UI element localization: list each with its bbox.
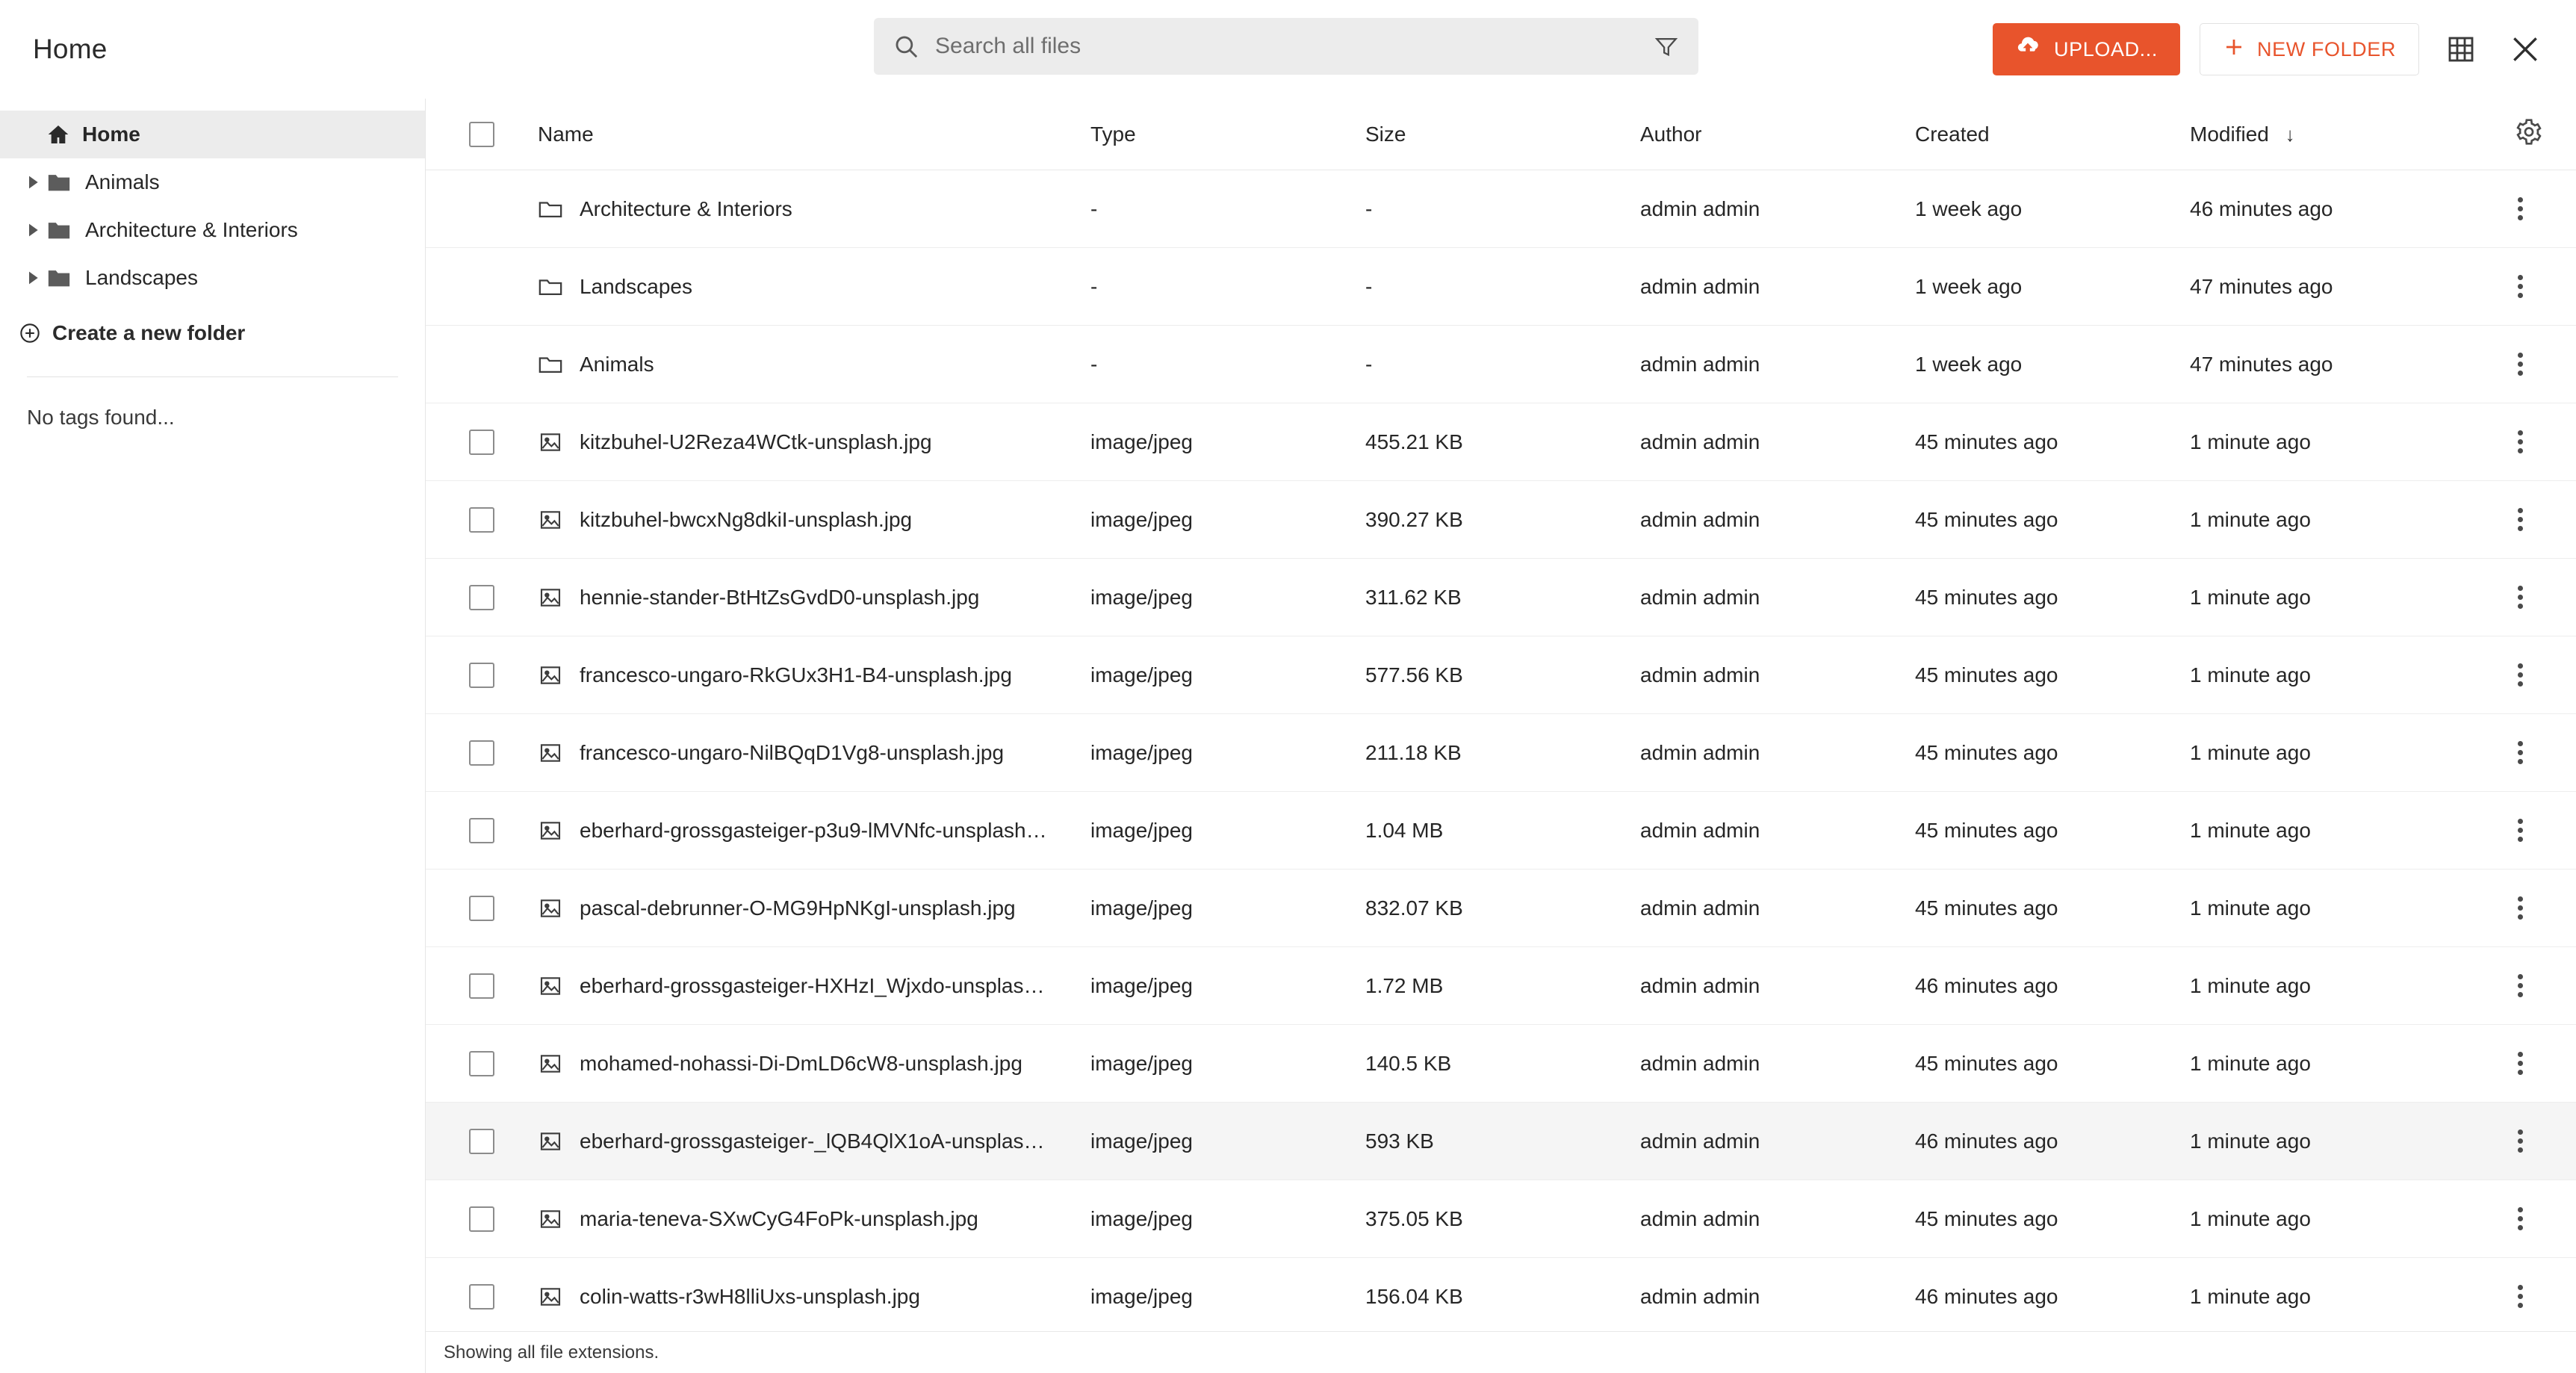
row-created-cell: 1 week ago <box>1915 274 2023 298</box>
top-bar <box>0 0 2576 99</box>
column-header-name[interactable]: Name <box>538 122 594 146</box>
row-type-cell: image/jpeg <box>1090 1051 1193 1075</box>
table-row[interactable] <box>426 403 2576 481</box>
row-author-cell: admin admin <box>1640 430 1760 453</box>
row-size-cell: 156.04 KB <box>1365 1284 1463 1308</box>
row-modified-cell: 1 minute ago <box>2190 1284 2311 1308</box>
table-row[interactable] <box>426 1103 2576 1180</box>
row-checkbox[interactable] <box>469 1051 494 1076</box>
row-type-cell: - <box>1090 352 1098 376</box>
row-overflow-menu-icon[interactable] <box>2503 735 2539 771</box>
row-author-cell: admin admin <box>1640 973 1760 997</box>
table-row[interactable] <box>426 1258 2576 1331</box>
row-modified-cell: 47 minutes ago <box>2190 274 2333 298</box>
row-created-cell: 45 minutes ago <box>1915 1051 2058 1075</box>
row-size-cell: 1.72 MB <box>1365 973 1444 997</box>
row-created-cell: 45 minutes ago <box>1915 585 2058 609</box>
row-author-cell: admin admin <box>1640 818 1760 842</box>
row-author-cell: admin admin <box>1640 663 1760 686</box>
row-modified-cell: 1 minute ago <box>2190 740 2311 764</box>
row-select-cell[interactable] <box>426 663 538 688</box>
row-checkbox[interactable] <box>469 896 494 921</box>
table-row[interactable] <box>426 636 2576 714</box>
column-header-size[interactable]: Size <box>1365 122 1406 146</box>
row-author-cell: admin admin <box>1640 507 1760 531</box>
folder-icon <box>46 219 72 241</box>
row-menu-cell[interactable] <box>2465 1046 2576 1082</box>
row-menu-cell[interactable] <box>2465 502 2576 538</box>
sidebar <box>0 99 426 1373</box>
row-select-cell[interactable] <box>426 430 538 455</box>
column-header-created[interactable]: Created <box>1915 122 1990 146</box>
image-icon <box>538 1285 580 1309</box>
row-checkbox[interactable] <box>469 1129 494 1154</box>
image-icon <box>538 663 580 687</box>
row-menu-cell[interactable] <box>2465 269 2576 305</box>
plus-icon <box>2223 36 2245 63</box>
image-icon <box>538 586 580 610</box>
row-created-cell: 46 minutes ago <box>1915 1129 2058 1153</box>
row-author-cell: admin admin <box>1640 1284 1760 1308</box>
row-author-cell: admin admin <box>1640 1051 1760 1075</box>
row-modified-cell: 1 minute ago <box>2190 1051 2311 1075</box>
top-bar-actions <box>1993 0 2548 99</box>
row-name-label: francesco-ungaro-NilBQqD1Vg8-unsplash.jpg <box>580 740 1005 764</box>
row-size-cell: 211.18 KB <box>1365 740 1462 764</box>
row-select-cell[interactable] <box>426 1206 538 1232</box>
table-row[interactable] <box>426 326 2576 403</box>
row-size-cell: 311.62 KB <box>1365 585 1462 609</box>
upload-button[interactable] <box>1993 23 2180 75</box>
row-menu-cell[interactable] <box>2465 1201 2576 1237</box>
row-author-cell: admin admin <box>1640 274 1760 298</box>
table-body <box>426 170 2576 1331</box>
folder-icon <box>538 198 580 220</box>
row-name-label: eberhard-grossgasteiger-p3u9-lMVNfc-unsplash… <box>580 818 1047 842</box>
row-size-cell: 390.27 KB <box>1365 507 1463 531</box>
row-checkbox[interactable] <box>469 1206 494 1232</box>
row-select-cell[interactable] <box>426 585 538 610</box>
column-header-modified-label: Modified <box>2190 122 2269 146</box>
grid-view-icon[interactable] <box>2439 27 2483 72</box>
row-type-cell: image/jpeg <box>1090 430 1193 453</box>
row-type-cell: image/jpeg <box>1090 896 1193 920</box>
row-name-label: eberhard-grossgasteiger-HXHzI_Wjxdo-unsplas… <box>580 973 1045 997</box>
upload-button-label: UPLOAD... <box>2054 37 2158 61</box>
row-menu-cell[interactable] <box>2465 347 2576 382</box>
row-size-cell: 1.04 MB <box>1365 818 1444 842</box>
row-checkbox[interactable] <box>469 1284 494 1310</box>
chevron-right-icon[interactable] <box>19 175 46 190</box>
row-type-cell: image/jpeg <box>1090 740 1193 764</box>
home-icon <box>46 123 70 146</box>
folder-icon <box>538 276 580 298</box>
row-modified-cell: 1 minute ago <box>2190 585 2311 609</box>
row-modified-cell: 47 minutes ago <box>2190 352 2333 376</box>
table-header-row <box>426 99 2576 170</box>
row-created-cell: 45 minutes ago <box>1915 507 2058 531</box>
row-overflow-menu-icon[interactable] <box>2503 813 2539 849</box>
select-all-cell[interactable] <box>426 122 538 147</box>
row-name-cell[interactable] <box>538 197 1090 221</box>
row-size-cell: 375.05 KB <box>1365 1206 1463 1230</box>
row-type-cell: image/jpeg <box>1090 663 1193 686</box>
row-name-label: kitzbuhel-U2Reza4WCtk-unsplash.jpg <box>580 430 932 453</box>
row-overflow-menu-icon[interactable] <box>2503 1123 2539 1159</box>
filter-icon[interactable] <box>1654 34 1679 59</box>
row-select-cell[interactable] <box>426 507 538 533</box>
row-name-label: Landscapes <box>580 274 693 298</box>
row-name-cell[interactable] <box>538 430 1090 454</box>
row-checkbox[interactable] <box>469 740 494 766</box>
row-select-cell[interactable] <box>426 1129 538 1154</box>
row-size-cell: 577.56 KB <box>1365 663 1463 686</box>
table-row[interactable] <box>426 170 2576 248</box>
sidebar-item-label: Architecture & Interiors <box>85 218 298 241</box>
row-overflow-menu-icon[interactable] <box>2503 968 2539 1004</box>
row-name-cell[interactable] <box>538 974 1090 998</box>
row-type-cell: image/jpeg <box>1090 507 1193 531</box>
row-menu-cell[interactable] <box>2465 424 2576 460</box>
row-modified-cell: 46 minutes ago <box>2190 196 2333 220</box>
row-overflow-menu-icon[interactable] <box>2503 657 2539 693</box>
row-checkbox[interactable] <box>469 507 494 533</box>
row-checkbox[interactable] <box>469 973 494 999</box>
row-modified-cell: 1 minute ago <box>2190 973 2311 997</box>
row-menu-cell[interactable] <box>2465 1123 2576 1159</box>
row-modified-cell: 1 minute ago <box>2190 430 2311 453</box>
row-size-cell: - <box>1365 274 1373 298</box>
create-folder-label: Create a new folder <box>52 321 246 344</box>
sidebar-item-landscapes[interactable] <box>0 254 425 302</box>
row-name-cell[interactable] <box>538 1129 1090 1153</box>
plus-circle-icon <box>19 323 40 344</box>
row-size-cell: 140.5 KB <box>1365 1051 1452 1075</box>
row-size-cell: 455.21 KB <box>1365 430 1463 453</box>
row-name-cell[interactable] <box>538 353 1090 376</box>
row-modified-cell: 1 minute ago <box>2190 818 2311 842</box>
sidebar-item-architecture-interiors[interactable] <box>0 206 425 254</box>
row-type-cell: image/jpeg <box>1090 973 1193 997</box>
row-checkbox[interactable] <box>469 818 494 843</box>
row-name-cell[interactable] <box>538 1285 1090 1309</box>
row-menu-cell[interactable] <box>2465 968 2576 1004</box>
row-modified-cell: 1 minute ago <box>2190 1129 2311 1153</box>
row-name-cell[interactable] <box>538 1207 1090 1231</box>
image-icon <box>538 819 580 843</box>
row-select-cell[interactable] <box>426 1284 538 1310</box>
row-size-cell: - <box>1365 196 1373 220</box>
table-row[interactable] <box>426 1025 2576 1103</box>
sidebar-item-label: Animals <box>85 170 160 193</box>
row-checkbox[interactable] <box>469 663 494 688</box>
row-name-cell[interactable] <box>538 741 1090 765</box>
row-author-cell: admin admin <box>1640 196 1760 220</box>
row-name-label: francesco-ungaro-RkGUx3H1-B4-unsplash.jpg <box>580 663 1012 686</box>
settings-gear-icon[interactable] <box>2515 117 2543 151</box>
sort-descending-icon: ↓ <box>2285 123 2295 146</box>
table-row[interactable] <box>426 248 2576 326</box>
row-name-label: mohamed-nohassi-Di-DmLD6cW8-unsplash.jpg <box>580 1051 1022 1075</box>
row-created-cell: 45 minutes ago <box>1915 740 2058 764</box>
row-author-cell: admin admin <box>1640 1206 1760 1230</box>
row-select-cell[interactable] <box>426 818 538 843</box>
column-header-type[interactable]: Type <box>1090 122 1136 146</box>
row-select-cell[interactable] <box>426 973 538 999</box>
row-name-label: colin-watts-r3wH8lliUxs-unsplash.jpg <box>580 1284 920 1308</box>
row-modified-cell: 1 minute ago <box>2190 507 2311 531</box>
upload-cloud-icon <box>2015 34 2040 65</box>
row-menu-cell[interactable] <box>2465 735 2576 771</box>
row-name-label: kitzbuhel-bwcxNg8dkiI-unsplash.jpg <box>580 507 913 531</box>
page-title: Home <box>33 34 108 64</box>
row-name-label: eberhard-grossgasteiger-_lQB4QlX1oA-unsplas… <box>580 1129 1045 1153</box>
table-row[interactable] <box>426 714 2576 792</box>
row-type-cell: - <box>1090 274 1098 298</box>
row-author-cell: admin admin <box>1640 585 1760 609</box>
sidebar-item-animals[interactable] <box>0 158 425 206</box>
row-menu-cell[interactable] <box>2465 191 2576 227</box>
row-name-label: maria-teneva-SXwCyG4FoPk-unsplash.jpg <box>580 1206 978 1230</box>
row-name-cell[interactable] <box>538 586 1090 610</box>
row-type-cell: image/jpeg <box>1090 818 1193 842</box>
row-type-cell: image/jpeg <box>1090 585 1193 609</box>
row-name-label: hennie-stander-BtHtZsGvdD0-unsplash.jpg <box>580 585 980 609</box>
table-row[interactable] <box>426 481 2576 559</box>
row-type-cell: image/jpeg <box>1090 1206 1193 1230</box>
row-checkbox[interactable] <box>469 585 494 610</box>
image-icon <box>538 508 580 532</box>
row-name-cell[interactable] <box>538 1052 1090 1076</box>
row-overflow-menu-icon[interactable] <box>2503 502 2539 538</box>
table-row[interactable] <box>426 1180 2576 1258</box>
sidebar-item-home[interactable] <box>0 111 425 158</box>
chevron-right-icon[interactable] <box>19 270 46 285</box>
column-header-author[interactable]: Author <box>1640 122 1702 146</box>
row-name-cell[interactable] <box>538 819 1090 843</box>
row-name-cell[interactable] <box>538 896 1090 920</box>
row-menu-cell[interactable] <box>2465 1279 2576 1315</box>
row-select-cell[interactable] <box>426 1051 538 1076</box>
row-menu-cell[interactable] <box>2465 813 2576 849</box>
row-created-cell: 46 minutes ago <box>1915 1284 2058 1308</box>
row-name-cell[interactable] <box>538 275 1090 299</box>
folder-icon <box>46 171 72 193</box>
close-icon[interactable] <box>2503 27 2548 72</box>
table-row[interactable] <box>426 870 2576 947</box>
row-author-cell: admin admin <box>1640 896 1760 920</box>
row-menu-cell[interactable] <box>2465 657 2576 693</box>
image-icon <box>538 896 580 920</box>
body <box>0 99 2576 1373</box>
column-header-modified[interactable] <box>2190 123 2465 146</box>
row-overflow-menu-icon[interactable] <box>2503 424 2539 460</box>
row-modified-cell: 1 minute ago <box>2190 1206 2311 1230</box>
row-author-cell: admin admin <box>1640 352 1760 376</box>
image-icon <box>538 1129 580 1153</box>
search-icon <box>893 34 919 59</box>
row-size-cell: 593 KB <box>1365 1129 1434 1153</box>
row-type-cell: image/jpeg <box>1090 1129 1193 1153</box>
folder-icon <box>46 267 72 289</box>
row-created-cell: 45 minutes ago <box>1915 663 2058 686</box>
image-icon <box>538 1207 580 1231</box>
row-created-cell: 46 minutes ago <box>1915 973 2058 997</box>
row-author-cell: admin admin <box>1640 1129 1760 1153</box>
row-overflow-menu-icon[interactable] <box>2503 1046 2539 1082</box>
row-overflow-menu-icon[interactable] <box>2503 580 2539 616</box>
row-name-cell[interactable] <box>538 663 1090 687</box>
row-name-cell[interactable] <box>538 508 1090 532</box>
row-overflow-menu-icon[interactable] <box>2503 269 2539 305</box>
image-icon <box>538 430 580 454</box>
new-folder-button-label: NEW FOLDER <box>2256 37 2396 61</box>
row-checkbox[interactable] <box>469 430 494 455</box>
row-modified-cell: 1 minute ago <box>2190 663 2311 686</box>
row-name-label: Architecture & Interiors <box>580 196 792 220</box>
table-row[interactable] <box>426 947 2576 1025</box>
file-table <box>426 99 2576 1373</box>
image-icon <box>538 741 580 765</box>
image-icon <box>538 1052 580 1076</box>
row-overflow-menu-icon[interactable] <box>2503 191 2539 227</box>
row-name-label: Animals <box>580 352 654 376</box>
row-overflow-menu-icon[interactable] <box>2503 1279 2539 1315</box>
select-all-checkbox[interactable] <box>469 122 494 147</box>
table-row[interactable] <box>426 792 2576 870</box>
row-size-cell: 832.07 KB <box>1365 896 1463 920</box>
row-created-cell: 1 week ago <box>1915 352 2023 376</box>
row-author-cell: admin admin <box>1640 740 1760 764</box>
search-bar[interactable] <box>874 18 1698 75</box>
row-created-cell: 45 minutes ago <box>1915 430 2058 453</box>
row-size-cell: - <box>1365 352 1373 376</box>
image-icon <box>538 974 580 998</box>
row-created-cell: 1 week ago <box>1915 196 2023 220</box>
row-overflow-menu-icon[interactable] <box>2503 1201 2539 1237</box>
row-name-label: pascal-debrunner-O-MG9HpNKgI-unsplash.jpg <box>580 896 1016 920</box>
sidebar-item-label: Home <box>82 123 140 146</box>
row-overflow-menu-icon[interactable] <box>2503 890 2539 926</box>
row-select-cell[interactable] <box>426 740 538 766</box>
row-created-cell: 45 minutes ago <box>1915 818 2058 842</box>
row-overflow-menu-icon[interactable] <box>2503 347 2539 382</box>
row-created-cell: 45 minutes ago <box>1915 1206 2058 1230</box>
row-type-cell: image/jpeg <box>1090 1284 1193 1308</box>
chevron-right-icon[interactable] <box>19 223 46 238</box>
row-menu-cell[interactable] <box>2465 580 2576 616</box>
row-created-cell: 45 minutes ago <box>1915 896 2058 920</box>
new-folder-button[interactable] <box>2200 23 2419 75</box>
search-input[interactable] <box>935 34 1640 59</box>
row-type-cell: - <box>1090 196 1098 220</box>
table-row[interactable] <box>426 559 2576 636</box>
row-select-cell[interactable] <box>426 896 538 921</box>
row-modified-cell: 1 minute ago <box>2190 896 2311 920</box>
status-bar: Showing all file extensions. <box>426 1331 2576 1373</box>
folder-icon <box>538 353 580 376</box>
row-menu-cell[interactable] <box>2465 890 2576 926</box>
no-tags-message: No tags found... <box>27 406 175 429</box>
create-new-folder-button[interactable] <box>0 309 425 357</box>
sidebar-item-label: Landscapes <box>85 266 199 289</box>
